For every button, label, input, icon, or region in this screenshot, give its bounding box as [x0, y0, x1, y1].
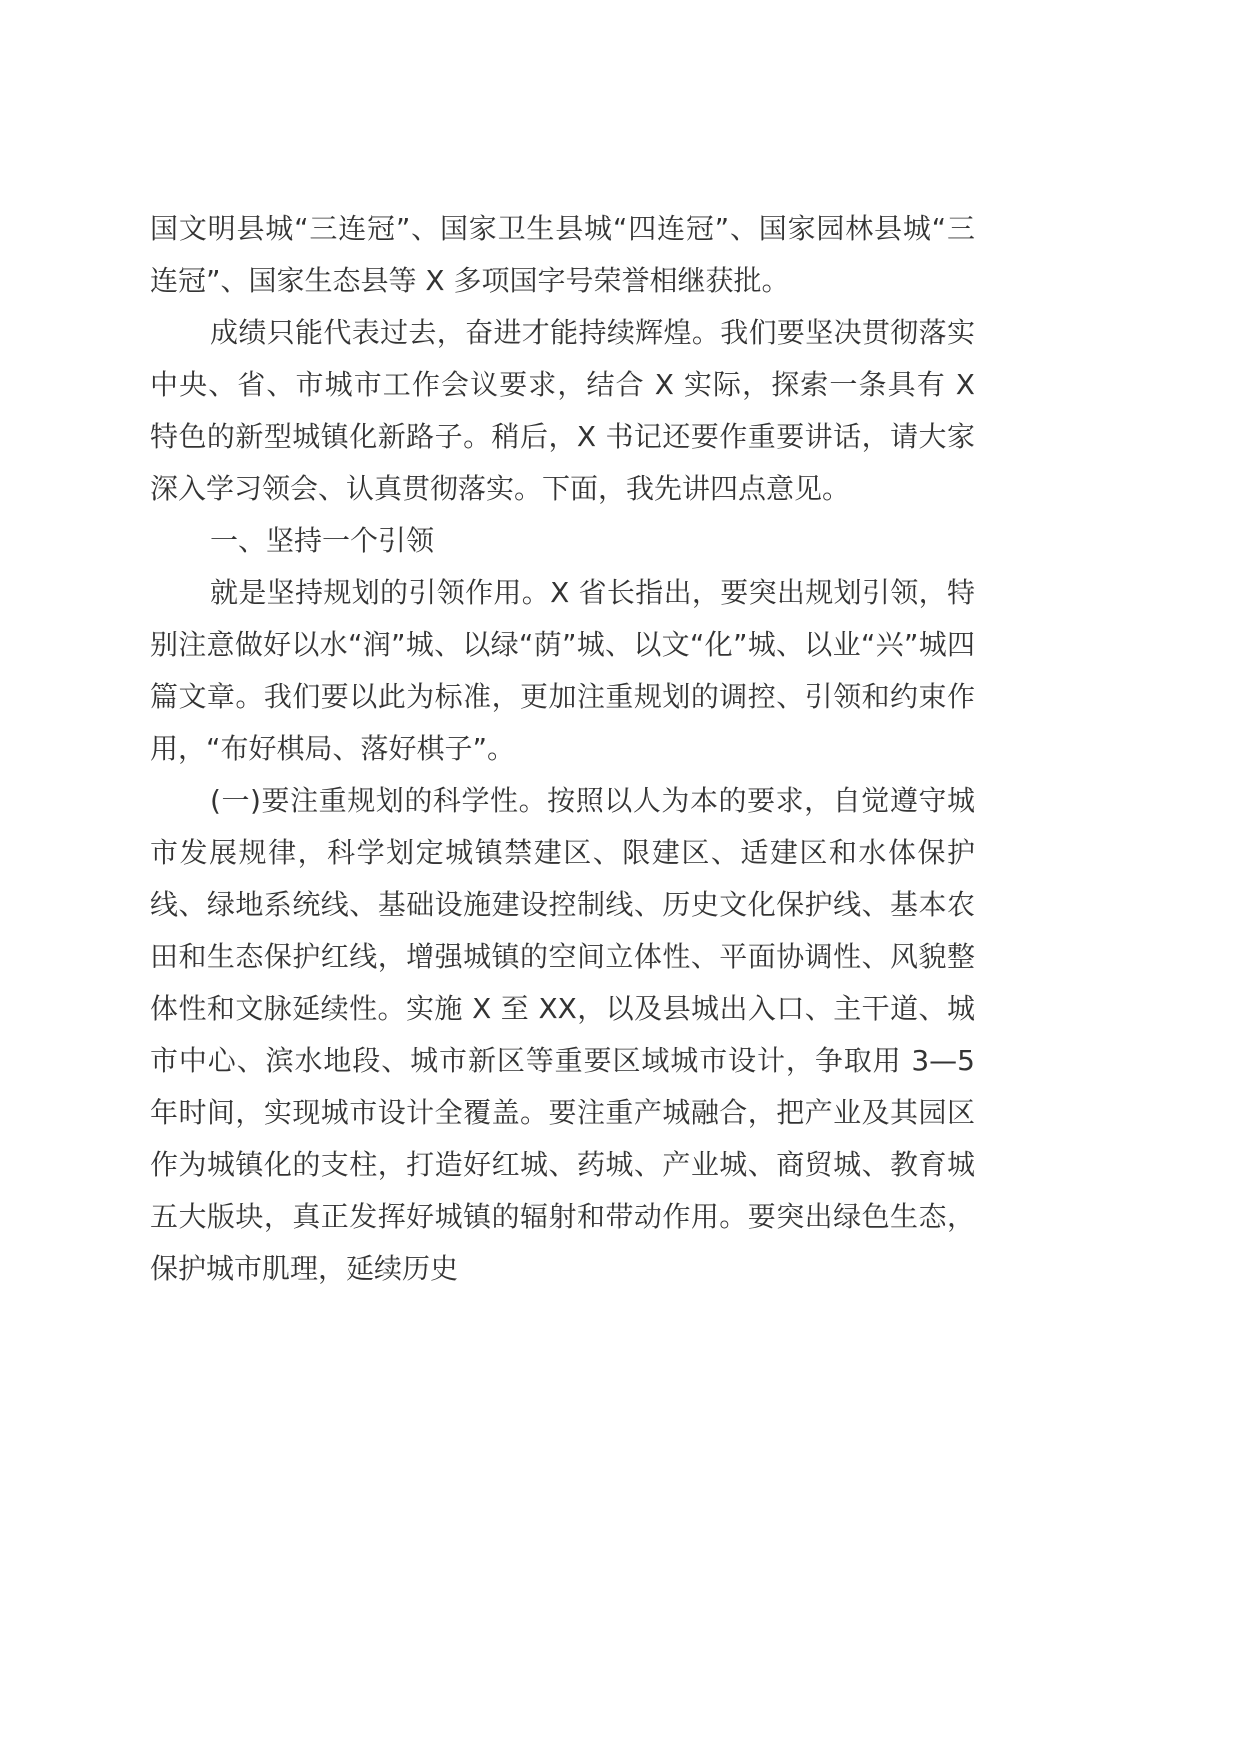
paragraph-planning-guidance: 就是坚持规划的引领作用。X 省长指出，要突出规划引领，特别注意做好以水“润”城、以绿“荫”城、以文“化”城、以业“兴”城四篇文章。我们要以此为标准，更加注重规划的调控、引领和约束作用，“布好棋局、落好棋子”。 [150, 576, 975, 765]
paragraph-achievements: 成绩只能代表过去，奋进才能持续辉煌。我们要坚决贯彻落实中央、省、市城市工作会议要求，结合 X 实际，探索一条具有 X 特色的新型城镇化新路子。稍后，X 书记还要作重要讲话，请大家深入学习领会、认真贯彻落实。下面，我先讲四点意见。 [150, 316, 975, 505]
section-heading: 一、坚持一个引领 [210, 524, 435, 557]
document-body [150, 203, 975, 1295]
paragraph-planning-science: (一)要注重规划的科学性。按照以人为本的要求，自觉遵守城市发展规律，科学划定城镇禁建区、限建区、适建区和水体保护线、绿地系统线、基础设施建设控制线、历史文化保护线、基本农田和生态保护红线，增强城镇的空间立体性、平面协调性、风貌整体性和文脉延续性。实施 X 至 XX，以及县城出入口、主干道、城市中心、滨水地段、城市新区等重要区域城市设计，争取用 3—5 年时间，实现城市设计全覆盖。要注重产城融合，把产业及其园区作为城镇化的支柱，打造好红城、药城、产业城、商贸城、教育城五大版块，真正发挥好城镇的辐射和带动作用。要突出绿色生态，保护城市肌理，延续历史 [150, 784, 975, 1285]
paragraph-continuation: 国文明县城“三连冠”、国家卫生县城“四连冠”、国家园林县城“三连冠”、国家生态县等 X 多项国字号荣誉相继获批。 [150, 212, 975, 297]
